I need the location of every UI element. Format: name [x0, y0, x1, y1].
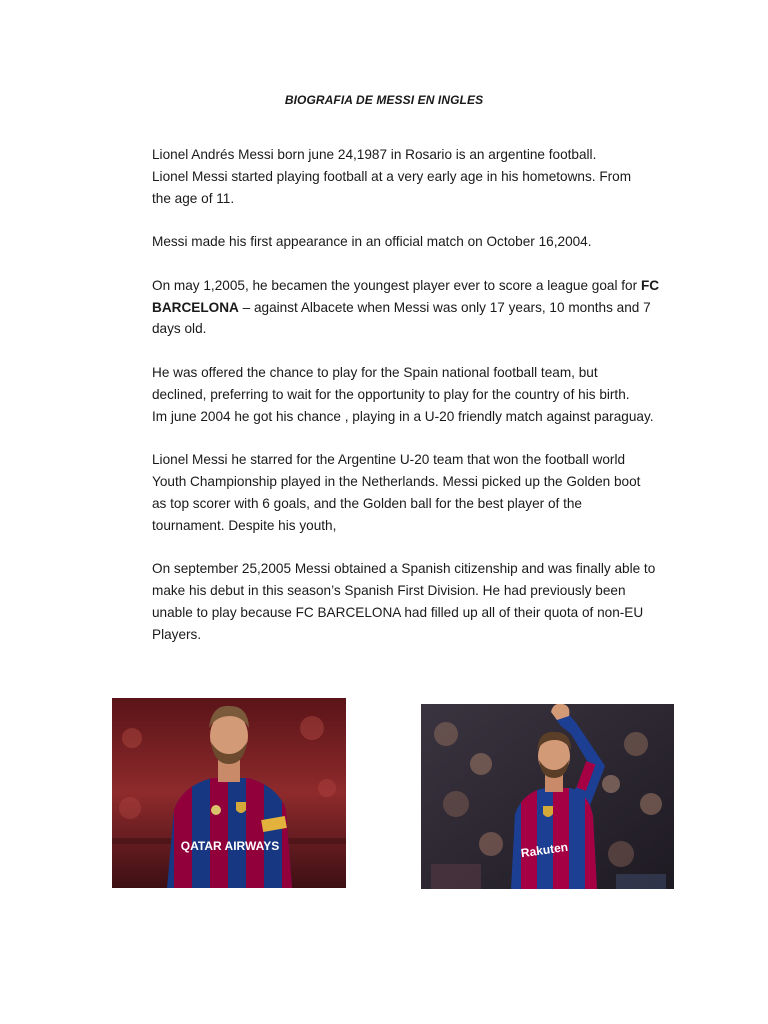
text-line: Youth Championship played in the Netherlands. Messi picked up the Golden boot: [152, 473, 641, 489]
text-line: unable to play because FC BARCELONA had filled up all of their quota of non-EU: [152, 604, 644, 620]
document-body: [152, 144, 672, 667]
shirt-sponsor-text: Rakuten: [520, 839, 569, 861]
text-line: the age of 11.: [152, 190, 235, 206]
messi-photo-left: [112, 698, 346, 888]
bold-text: BARCELONA: [152, 299, 239, 315]
paragraph-3: [152, 275, 672, 340]
text-line: make his debut in this season’s Spanish First Division. He had previously been: [152, 582, 626, 598]
text-line: [152, 297, 672, 319]
text-line: Im june 2004 he got his chance , playing in a U-20 friendly match against paraguay.: [152, 408, 654, 424]
text-line: He was offered the chance to play for the Spain national football team, but: [152, 364, 598, 380]
text-line: Messi made his first appearance in an official match on October 16,2004.: [152, 234, 592, 250]
messi-photo-right: [421, 704, 674, 889]
text-line: days old.: [152, 321, 207, 337]
text-segment: On may 1,2005, he becamen the youngest player ever to score a league goal for: [152, 277, 641, 293]
text-line: Lionel Andrés Messi born june 24,1987 in Rosario is an argentine football.: [152, 147, 597, 162]
text-line: as top scorer with 6 goals, and the Golden ball for the best player of the: [152, 495, 582, 511]
bold-text: FC: [640, 277, 660, 293]
photo-illustration: [112, 698, 346, 888]
paragraph-6: [152, 558, 672, 645]
paragraph-1: [152, 144, 672, 209]
document-title: BIOGRAFIA DE MESSI EN INGLES: [284, 93, 484, 107]
text-line: Lionel Messi started playing football at a very early age in his hometowns. From: [152, 168, 632, 184]
text-line: declined, preferring to wait for the opportunity to play for the country of his birth.: [152, 386, 630, 402]
photo-illustration: [421, 704, 674, 889]
text-line: [152, 275, 672, 297]
text-line: Lionel Messi he starred for the Argentine U-20 team that won the football world: [152, 452, 626, 468]
paragraph-5: [152, 449, 672, 536]
text-line: Players.: [152, 626, 202, 642]
text-line: On september 25,2005 Messi obtained a Spanish citizenship and was finally able to: [152, 561, 656, 577]
paragraph-2: [152, 231, 672, 253]
text-segment: – against Albacete when Messi was only 17 years, 10 months and 7: [238, 299, 651, 315]
paragraph-4: [152, 362, 672, 427]
shirt-sponsor-text: QATAR AIRWAYS: [180, 839, 280, 853]
text-line: tournament. Despite his youth,: [152, 517, 337, 533]
